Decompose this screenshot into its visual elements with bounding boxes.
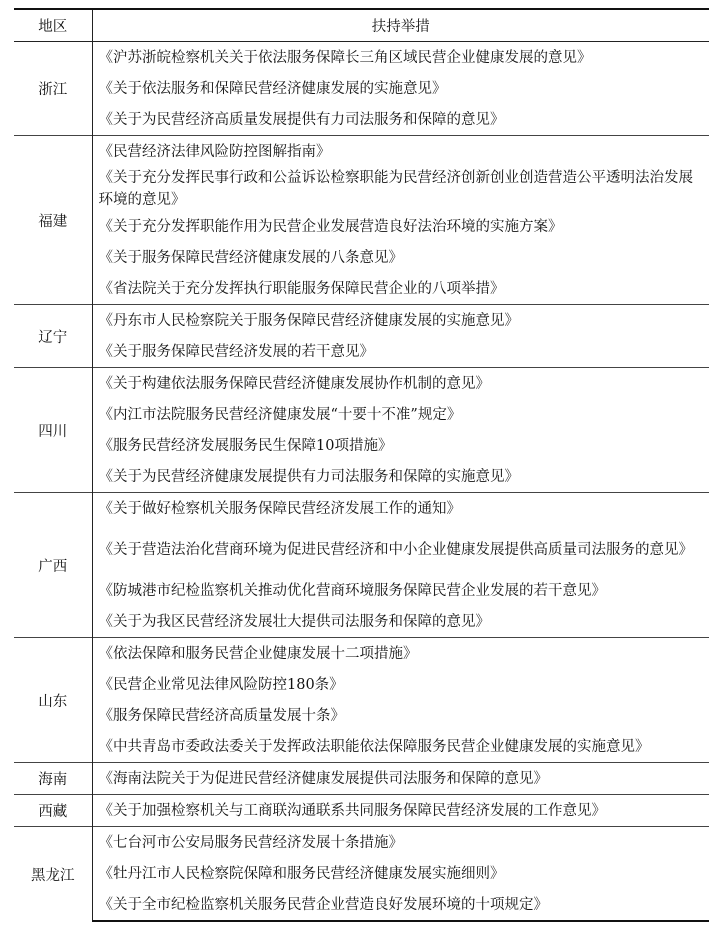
measure-cell: 《关于服务保障民营经济健康发展的八条意见》 <box>98 249 403 266</box>
measure-cell: 《关于加强检察机关与工商联沟通联系共同服务保障民营经济发展的工作意见》 <box>92 795 709 827</box>
header-row <box>14 9 709 42</box>
measure-cell: 《关于依法服务和保障民营经济健康发展的实施意见》 <box>98 80 447 97</box>
table-row <box>14 827 709 859</box>
table-row <box>14 461 709 493</box>
measure-cell: 《服务保障民营经济高质量发展十条》 <box>98 707 345 724</box>
measure-cell: 《海南法院关于为促进民营经济健康发展提供司法服务和保障的意见》 <box>92 763 709 795</box>
measure-cell: 《关于充分发挥职能作用为民营企业发展营造良好法治环境的实施方案》 <box>98 218 563 235</box>
measure-cell: 《民营经济法律风险防控图解指南》 <box>92 136 709 168</box>
measure-cell: 《关于为民营经济健康发展提供有力司法服务和保障的实施意见》 <box>98 468 519 485</box>
table-row <box>14 669 709 700</box>
table-row <box>14 336 709 368</box>
table-row <box>14 763 709 795</box>
table-row <box>14 273 709 305</box>
region-cell: 西藏 <box>14 795 92 827</box>
table-row <box>14 399 709 430</box>
table-row <box>14 858 709 889</box>
region-cell: 海南 <box>14 763 92 795</box>
measure-cell: 《中共青岛市委政法委关于发挥政法职能依法保障服务民营企业健康发展的实施意见》 <box>98 738 650 755</box>
table-row <box>14 430 709 461</box>
measure-cell: 《防城港市纪检监察机关推动优化营商环境服务保障民营企业发展的若干意见》 <box>98 582 606 599</box>
table-row <box>14 136 709 168</box>
region-cell: 浙江 <box>14 42 92 136</box>
table-row <box>14 167 709 211</box>
table-row <box>14 731 709 763</box>
table-row <box>14 104 709 136</box>
measure-cell: 《内江市法院服务民营经济健康发展“十要十不准”规定》 <box>98 406 462 423</box>
measure-cell: 《关于服务保障民营经济发展的若干意见》 <box>98 343 374 360</box>
table-row <box>14 305 709 337</box>
measure-cell: 《关于营造法治化营商环境为促进民营经济和中小企业健康发展提供高质量司法服务的意见》 <box>98 541 693 558</box>
table-row <box>14 638 709 670</box>
measure-cell: 《关于为我区民营经济发展壮大提供司法服务和保障的意见》 <box>98 613 490 630</box>
region-cell: 四川 <box>14 368 92 493</box>
measure-cell: 《关于构建依法服务保障民营经济健康发展协作机制的意见》 <box>92 368 709 400</box>
region-cell: 黑龙江 <box>14 827 92 922</box>
measure-cell: 《民营企业常见法律风险防控180条》 <box>98 676 344 693</box>
table-row <box>14 795 709 827</box>
region-cell: 山东 <box>14 638 92 763</box>
region-cell: 辽宁 <box>14 305 92 368</box>
table-header <box>14 9 709 42</box>
measure-cell: 《沪苏浙皖检察机关关于依法服务保障长三角区域民营企业健康发展的意见》 <box>92 42 709 74</box>
region-cell: 广西 <box>14 493 92 638</box>
header-region: 地区 <box>14 9 92 42</box>
measure-cell: 《关于全市纪检监察机关服务民营企业营造良好发展环境的十项规定》 <box>92 889 709 921</box>
table-row <box>14 889 709 921</box>
table-row <box>14 606 709 638</box>
region-cell: 福建 <box>14 136 92 305</box>
table-row <box>14 368 709 400</box>
table-row <box>14 73 709 104</box>
measure-cell: 《七台河市公安局服务民营经济发展十条措施》 <box>92 827 709 859</box>
measure-cell: 《依法保障和服务民营企业健康发展十二项措施》 <box>92 638 709 670</box>
policy-table <box>14 8 709 922</box>
measure-cell: 《关于充分发挥民事行政和公益诉讼检察职能为民营经济创新创业创造营造公平透明法治发展环境的意见》 <box>98 170 693 208</box>
measure-cell: 《关于做好检察机关服务保障民营经济发展工作的通知》 <box>92 493 709 525</box>
measure-cell: 《服务民营经济发展服务民生保障10项措施》 <box>98 437 393 454</box>
table-row <box>14 700 709 731</box>
table-row <box>14 242 709 273</box>
measure-cell: 《关于为民营经济高质量发展提供有力司法服务和保障的意见》 <box>98 111 505 128</box>
measure-cell: 《丹东市人民检察院关于服务保障民营经济健康发展的实施意见》 <box>92 305 709 337</box>
measure-cell: 《省法院关于充分发挥执行职能服务保障民营企业的八项举措》 <box>98 280 505 297</box>
table-row <box>14 211 709 242</box>
measure-cell: 《牡丹江市人民检察院保障和服务民营经济健康发展实施细则》 <box>98 865 505 882</box>
table-row <box>14 42 709 74</box>
table-row <box>14 493 709 525</box>
header-measures: 扶持举措 <box>92 9 709 42</box>
table-body <box>14 42 709 922</box>
table-row <box>14 575 709 606</box>
table-row <box>14 524 709 575</box>
